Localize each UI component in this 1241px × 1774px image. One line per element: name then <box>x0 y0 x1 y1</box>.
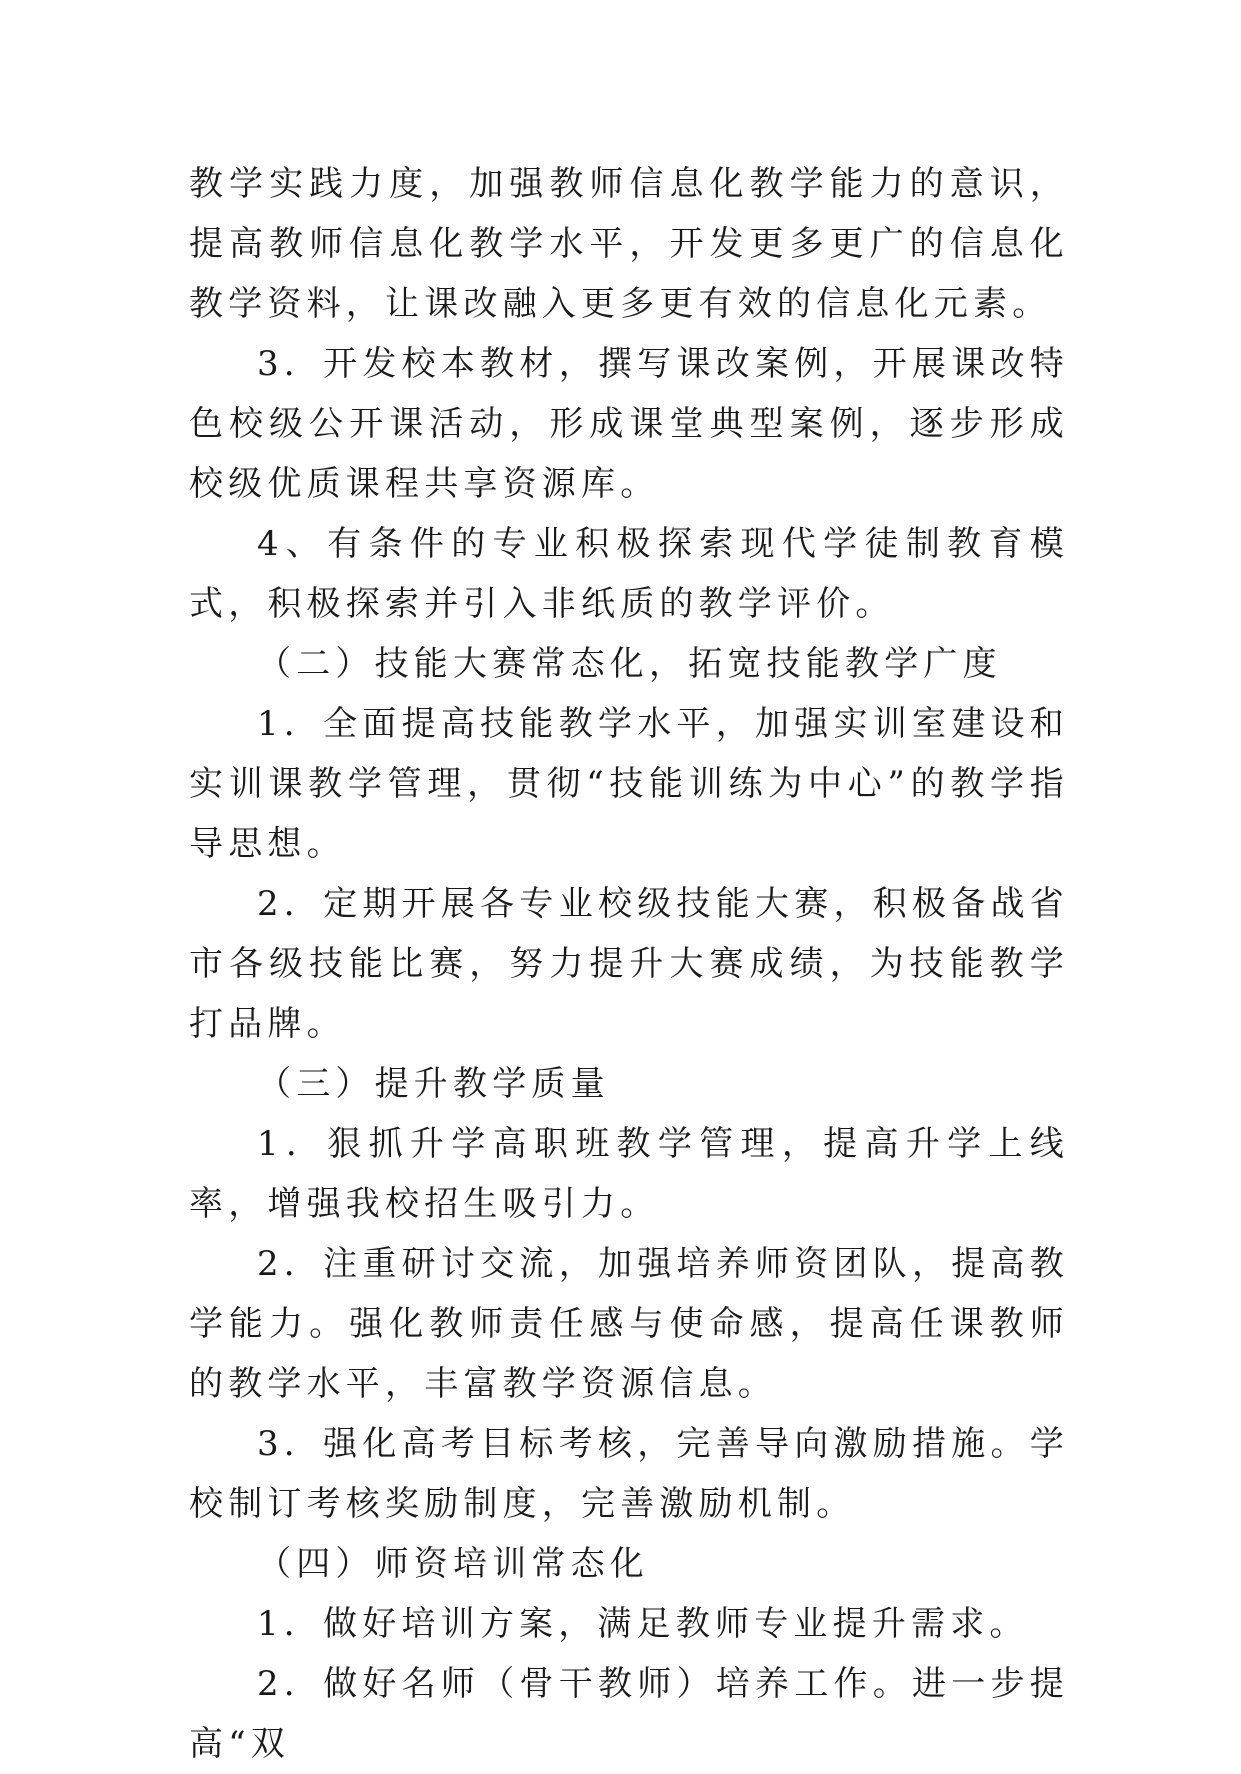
paragraph-item-1: 1．做好培训方案，满足教师专业提升需求。 <box>257 1604 1029 1644</box>
paragraph-item-3: 3．开发校本教材，撰写课改案例，开展课改特色校级公开课活动，形成课堂典型案例，逐步形成校级优质课程共享资源库。 <box>189 344 1069 504</box>
section-heading-3: （三）提升教学质量 <box>257 1064 610 1104</box>
paragraph-item-2: 2．注重研讨交流，加强培养师资团队，提高教学能力。强化教师责任感与使命感，提高任课教师的教学水平，丰富教学资源信息。 <box>189 1244 1069 1404</box>
paragraph-item-4: 4、有条件的专业积极探索现代学徒制教育模式，积极探索并引入非纸质的教学评价。 <box>189 524 1069 624</box>
paragraph-continuation: 教学实践力度，加强教师信息化教学能力的意识，提高教师信息化教学水平，开发更多更广的信息化教学资料，让课改融入更多更有效的信息化元素。 <box>189 164 1069 324</box>
paragraph-item-2: 2．定期开展各专业校级技能大赛，积极备战省市各级技能比赛，努力提升大赛成绩，为技能教学打品牌。 <box>189 884 1069 1044</box>
document-body <box>189 154 1069 1774</box>
section-heading-4: （四）师资培训常态化 <box>257 1544 649 1584</box>
paragraph-item-1: 1．全面提高技能教学水平，加强实训室建设和实训课教学管理，贯彻“技能训练为中心”的教学指导思想。 <box>189 704 1069 864</box>
paragraph-item-1: 1．狠抓升学高职班教学管理，提高升学上线率，增强我校招生吸引力。 <box>189 1124 1069 1224</box>
paragraph-item-3: 3．强化高考目标考核，完善导向激励措施。学校制订考核奖励制度，完善激励机制。 <box>189 1424 1069 1524</box>
paragraph-item-2: 2．做好名师（骨干教师）培养工作。进一步提高“双 <box>189 1664 1069 1764</box>
section-heading-2: （二）技能大赛常态化，拓宽技能教学广度 <box>257 644 1002 684</box>
